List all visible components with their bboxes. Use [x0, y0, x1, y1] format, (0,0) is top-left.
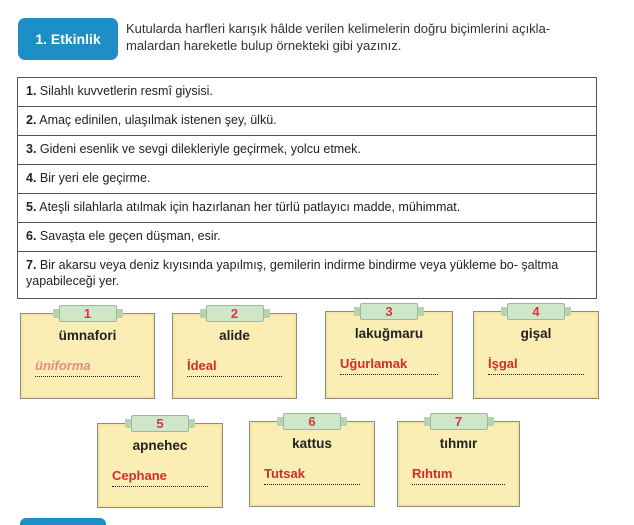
word-card-2 [172, 306, 297, 399]
scrambled-word: ümnafori [58, 328, 117, 343]
card-number-tag: 6 [283, 413, 341, 430]
word-card-1 [20, 306, 155, 399]
definition-number: 5. [26, 200, 37, 214]
answer-field[interactable]: Cephane [112, 468, 208, 487]
definition-row [18, 136, 596, 165]
card-number-tag: 7 [430, 413, 488, 430]
scrambled-word: alide [219, 328, 250, 343]
definition-number: 7. [26, 258, 37, 272]
definition-text: Amaç edinilen, ulaşılmak istenen şey, ülkü. [39, 113, 277, 127]
definition-number: 4. [26, 171, 37, 185]
answer-field[interactable]: İdeal [187, 358, 282, 377]
answer-field[interactable]: İşgal [488, 356, 584, 375]
scrambled-word: apnehec [132, 438, 188, 453]
card-number-tag: 3 [360, 303, 418, 320]
answer-field[interactable]: Rıhtım [412, 466, 505, 485]
scrambled-word: kattus [292, 436, 332, 451]
definition-row [18, 165, 596, 194]
definition-text: Bir yeri ele geçirme. [39, 171, 151, 185]
scrambled-word: lakuğmaru [354, 326, 424, 341]
definition-number: 1. [26, 84, 37, 98]
scrambled-word: gişal [520, 326, 552, 341]
definition-row [18, 252, 596, 298]
next-activity-badge-edge [20, 518, 106, 525]
activity-badge: 1. Etkinlik [18, 18, 118, 60]
word-card-5 [97, 416, 223, 508]
definition-number: 6. [26, 229, 37, 243]
word-card-7 [397, 414, 520, 507]
scrambled-word: tıhmır [439, 436, 478, 451]
definition-text: Silahlı kuvvetlerin resmî giysisi. [39, 84, 213, 98]
word-card-6 [249, 414, 375, 507]
answer-field[interactable]: Tutsak [264, 466, 360, 485]
definition-number: 2. [26, 113, 37, 127]
card-number-tag: 5 [131, 415, 189, 432]
definition-row [18, 107, 596, 136]
definition-row [18, 78, 596, 107]
word-card-3 [325, 304, 453, 399]
word-card-4 [473, 304, 599, 399]
definitions-table [17, 77, 597, 299]
definition-text: Ateşli silahlarla atılmak için hazırlanan her türlü patlayıcı madde, mühimmat. [39, 200, 461, 214]
card-number-tag: 1 [59, 305, 117, 322]
answer-field[interactable]: Uğurlamak [340, 356, 438, 375]
definition-text: Gideni esenlik ve sevgi dilekleriyle geçirmek, yolcu etmek. [39, 142, 361, 156]
instruction-text: Kutularda harfleri karışık hâlde verilen kelimelerin doğru biçimlerini açıkla- malardan hareketle bulup örnekteki gibi yazınız. [126, 21, 551, 53]
definition-row [18, 223, 596, 252]
definition-text: Bir akarsu veya deniz kıyısında yapılmış, gemilerin indirme bindirme veya yükleme bo- şaltma yapabileceği yer. [26, 258, 559, 288]
card-number-tag: 2 [206, 305, 264, 322]
answer-field[interactable]: üniforma [35, 358, 140, 377]
definition-number: 3. [26, 142, 37, 156]
definition-row [18, 194, 596, 223]
definition-text: Savaşta ele geçen düşman, esir. [39, 229, 221, 243]
card-number-tag: 4 [507, 303, 565, 320]
